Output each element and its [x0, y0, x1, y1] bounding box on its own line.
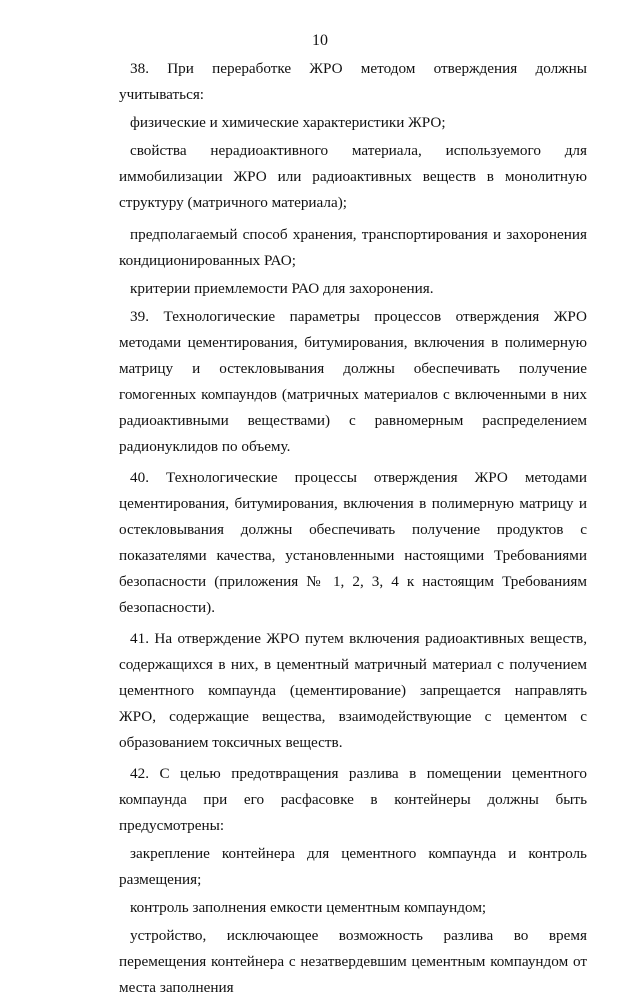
document-body [119, 56, 587, 1001]
paragraph-40: 40. Технологические процессы отверждения ЖРО методами цементирования, битумирования, включения в полимерную матрицу и остекловывания должны обеспечивать получение продуктов с показателями качества, установленными настоящими Требованиями безопасности (приложения № 1, 2, 3, 4 к настоящим Требованиям безопасности). [119, 469, 587, 616]
list-item-acceptance-criteria: критерии приемлемости РАО для захоронения. [130, 280, 434, 297]
paragraph-41: 41. На отверждение ЖРО путем включения радиоактивных веществ, содержащихся в них, в цементный матричный материал с получением цементного компаунда (цементирование) запрещается направлять ЖРО, содержащие вещества, взаимодействующие с цементом с образованием токсичных веществ. [119, 630, 587, 751]
list-item-characteristics: физические и химические характеристики ЖРО; [130, 114, 446, 131]
list-item-spill-prevention-device: устройство, исключающее возможность разлива во время перемещения контейнера с незатвердевшим цементным компаундом от места заполнения [119, 927, 587, 996]
list-item-storage-method: предполагаемый способ хранения, транспортирования и захоронения кондиционированных РАО; [119, 226, 587, 269]
list-item-filling-control: контроль заполнения емкости цементным компаундом; [130, 899, 487, 916]
list-item-container-fixing: закрепление контейнера для цементного компаунда и контроль размещения; [119, 845, 587, 888]
list-item-matrix-material: свойства нерадиоактивного материала, используемого для иммобилизации ЖРО или радиоактивных веществ в монолитную структуру (матричного материала); [119, 142, 587, 211]
paragraph-39: 39. Технологические параметры процессов отверждения ЖРО методами цементирования, битумирования, включения в полимерную матрицу и остекловывания должны обеспечивать получение гомогенных компаундов (матричных материалов с включенными в них радиоактивными веществами) с равномерным распределением радионуклидов по объему. [119, 308, 587, 455]
paragraph-38: 38. При переработке ЖРО методом отверждения должны учитываться: [119, 60, 587, 103]
paragraph-42: 42. С целью предотвращения разлива в помещении цементного компаунда при его расфасовке в контейнеры должны быть предусмотрены: [119, 765, 587, 834]
page-number: 10 [312, 32, 328, 49]
